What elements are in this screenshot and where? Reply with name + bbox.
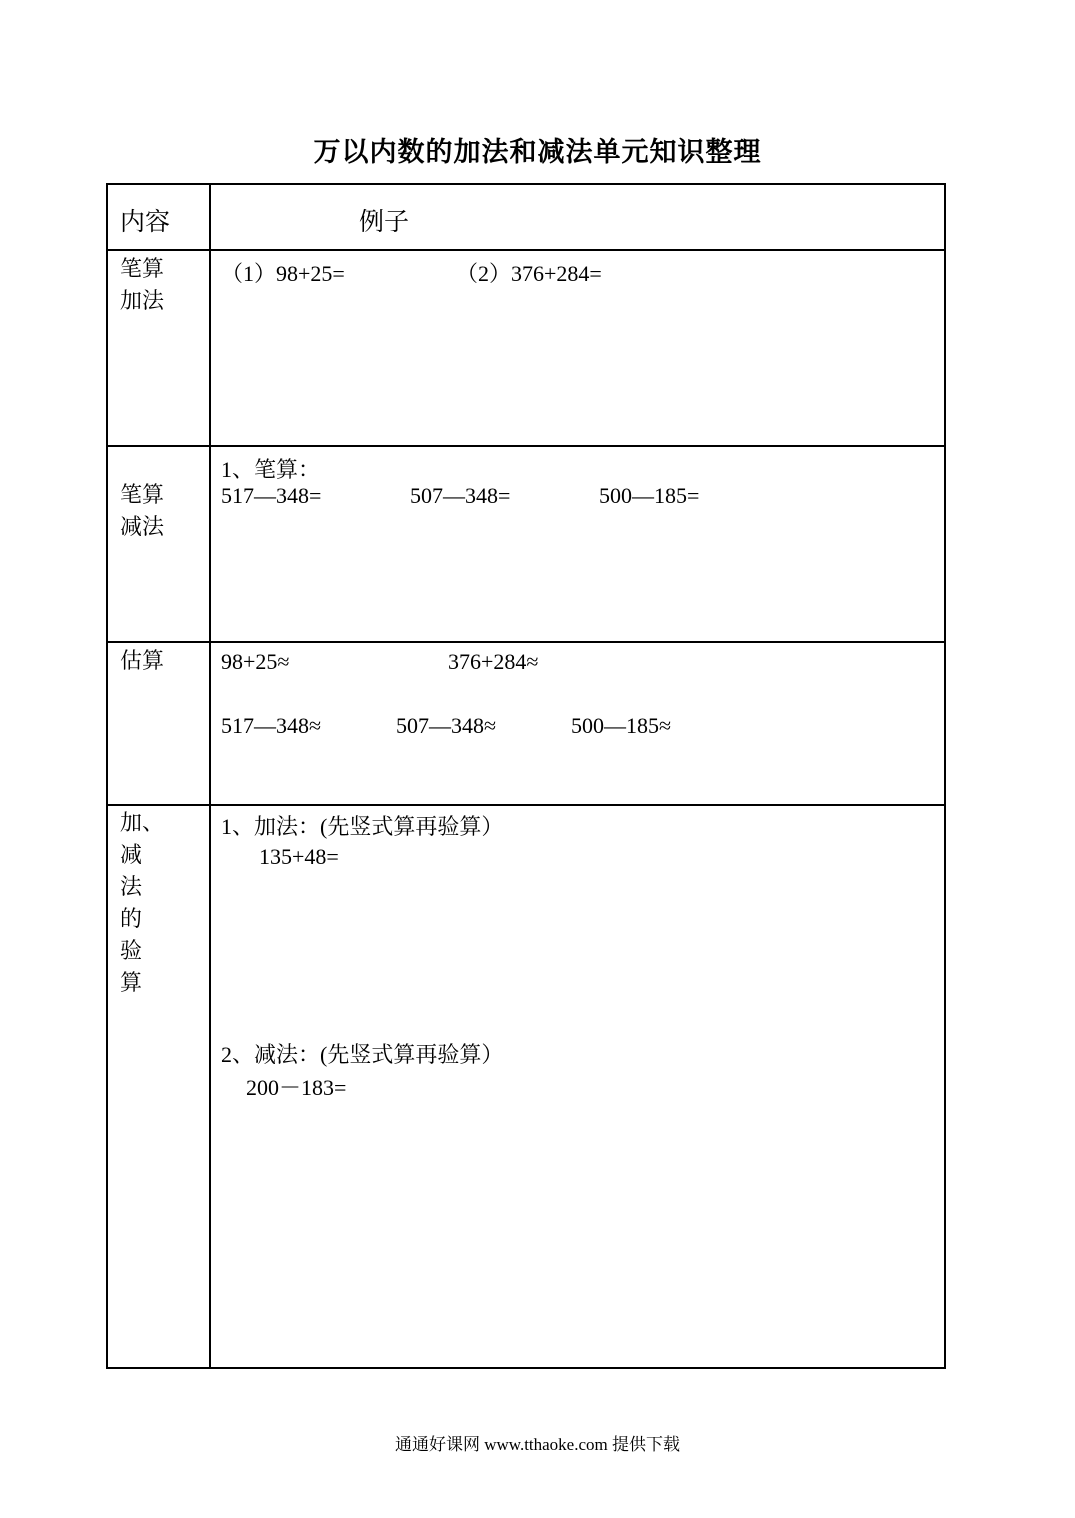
example-heading: 1、笔算： xyxy=(221,457,321,482)
example-expression: 517—348≈ xyxy=(221,713,322,738)
table-header-row xyxy=(107,184,945,250)
example-expression: 135+48= xyxy=(259,844,339,869)
example-expression: 98+25≈ xyxy=(221,649,290,674)
knowledge-table xyxy=(106,183,946,1369)
row-label-line: 减法 xyxy=(120,515,165,540)
row-label-char: 减 xyxy=(120,843,143,868)
header-example-cell xyxy=(210,184,945,250)
row-label-cell xyxy=(107,642,210,805)
example-heading: 1、加法：(先竖式算再验算） xyxy=(221,814,504,839)
row-example-cell xyxy=(210,446,945,642)
header-content-label: 内容 xyxy=(120,207,171,236)
row-example-cell xyxy=(210,805,945,1368)
example-expression: （2）376+284= xyxy=(456,261,602,286)
header-content-cell xyxy=(107,184,210,250)
row-label-char: 加、 xyxy=(120,811,165,836)
row-label-line: 笔算 xyxy=(120,483,165,508)
example-expression: 507—348≈ xyxy=(396,713,497,738)
example-expression: 500—185= xyxy=(599,483,700,508)
page-title: 万以内数的加法和减法单元知识整理 xyxy=(313,137,762,168)
footer-credit: 通通好课网 www.tthaoke.com 提供下载 xyxy=(394,1435,681,1454)
row-label-cell xyxy=(107,805,210,1368)
row-label-char: 算 xyxy=(120,971,143,996)
row-written-subtraction xyxy=(107,446,945,642)
row-example-cell xyxy=(210,642,945,805)
example-expression: 507—348= xyxy=(410,483,511,508)
header-example-label: 例子 xyxy=(359,207,410,236)
row-label-line: 加法 xyxy=(120,289,165,314)
row-verification xyxy=(107,805,945,1368)
row-label-cell xyxy=(107,250,210,446)
example-expression: 500—185≈ xyxy=(571,713,672,738)
example-expression: 517—348= xyxy=(221,483,322,508)
row-written-addition xyxy=(107,250,945,446)
row-label-line: 估算 xyxy=(120,649,165,674)
example-heading: 2、减法：(先竖式算再验算） xyxy=(221,1042,504,1067)
example-expression: 200－183= xyxy=(246,1075,347,1100)
row-label-char: 法 xyxy=(120,875,143,900)
row-label-cell xyxy=(107,446,210,642)
example-expression: 376+284≈ xyxy=(448,649,539,674)
row-estimation xyxy=(107,642,945,805)
row-label-line: 笔算 xyxy=(120,257,165,282)
row-example-cell xyxy=(210,250,945,446)
example-expression: （1）98+25= xyxy=(221,261,345,286)
row-label-char: 的 xyxy=(120,907,143,932)
row-label-char: 验 xyxy=(120,939,143,964)
